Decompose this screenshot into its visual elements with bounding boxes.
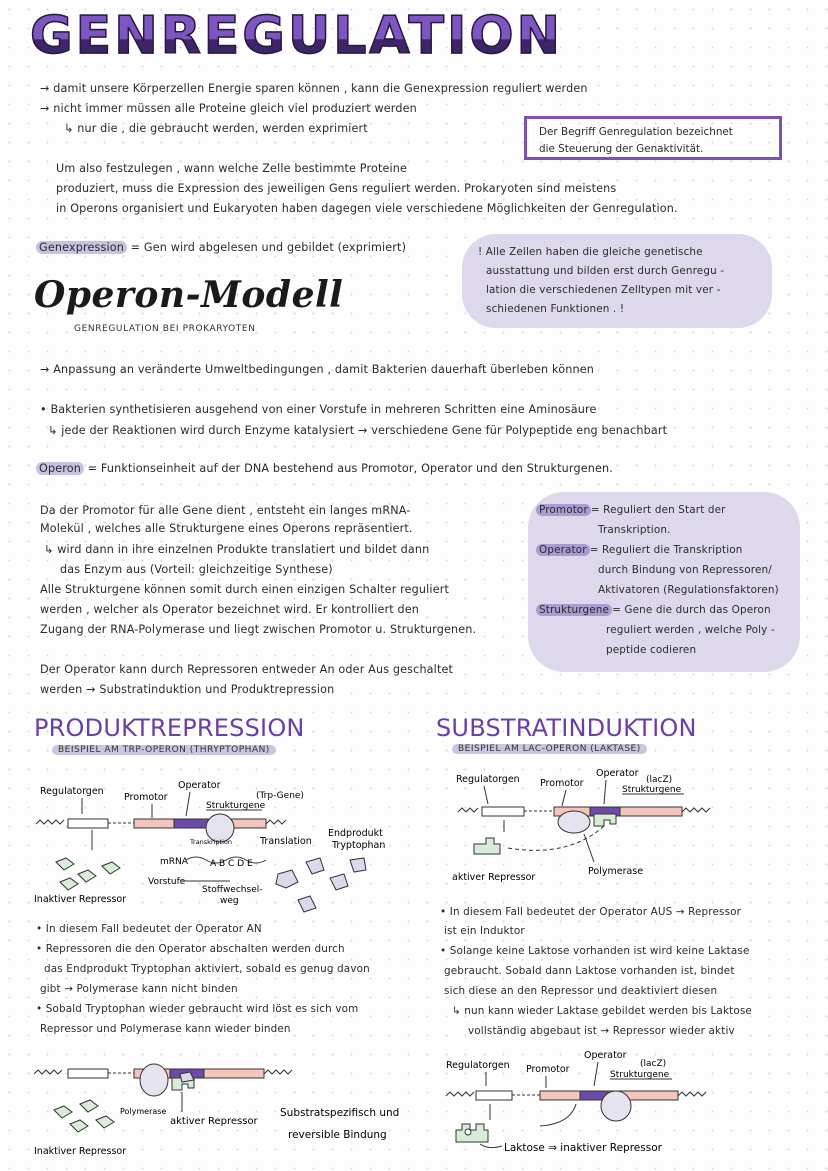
- mrna-curve-4: [540, 1104, 576, 1126]
- operon-paragraph-4: das Enzym aus (Vorteil: gleichzeitige Synthese): [60, 563, 333, 576]
- label-lacz: (lacZ): [646, 775, 673, 785]
- glossary-promotor: [536, 503, 726, 517]
- operon-title: Operon-Modell: [34, 274, 344, 316]
- label-polymerase-2: Polymerase: [120, 1107, 167, 1116]
- label-operator-4: Operator: [584, 1050, 627, 1061]
- promotor-box: [134, 819, 174, 828]
- repressor-shape-8: [96, 1116, 114, 1128]
- label-translation: Translation: [260, 836, 312, 847]
- dashed-binding-arrow: [508, 826, 604, 850]
- substratinduktion-subtitle: BEISPIEL AM LAC-OPERON (LAKTASE): [452, 744, 647, 754]
- note-line-1: ! Alle Zellen haben die gleiche genetische: [478, 246, 703, 258]
- dna-right-end-3: [682, 808, 710, 812]
- trp-repressed-diagram: [30, 1052, 420, 1162]
- label-operator: Operator: [178, 780, 221, 791]
- regulatorgen-box-3: [482, 807, 524, 816]
- operator-box: [174, 819, 210, 828]
- operon-paragraph-7: Zugang der RNA-Polymerase und liegt zwischen Promotor u. Strukturgenen.: [40, 623, 477, 636]
- operator-desc-1: = Reguliert die Transkription: [589, 544, 743, 556]
- operon-paragraph-5: Alle Strukturgene können somit durch einen einzigen Schalter reguliert: [40, 583, 450, 596]
- operon-paragraph-9: werden → Substratinduktion und Produktrepression: [40, 683, 335, 696]
- tryptophan-molecule-1: [276, 870, 298, 888]
- operon-text: = Funktionseinheit auf der DNA bestehend aus Promotor, Operator und den Strukturgenen.: [87, 462, 613, 475]
- substrat-bullet-2: ist ein Induktor: [444, 925, 525, 937]
- promotor-desc-1: = Reguliert den Start der: [590, 504, 726, 516]
- genexpression-definition: [36, 241, 406, 255]
- label-tryptophan: Tryptophan: [332, 840, 386, 851]
- produkt-bullet-5: • Sobald Tryptophan wieder gebraucht wird löst es sich vom: [36, 1003, 359, 1015]
- operon-paragraph-3: ↳ wird dann in ihre einzelnen Produkte translatiert und bildet dann: [44, 543, 430, 556]
- dna-right-end: [266, 820, 286, 824]
- label-strukturgene-3: Strukturgene: [622, 785, 682, 795]
- note-line-3: lation die verschiedenen Zelltypen mit ver -: [486, 284, 721, 296]
- operon-line-2: • Bakterien synthetisieren ausgehend von einer Vorstufe in mehreren Schritten eine Aminosäure: [40, 403, 597, 416]
- strukturgene-desc-3: peptide codieren: [606, 644, 697, 656]
- arrow-regulatorgen-3: [484, 786, 488, 804]
- strukturgene-box-2: [204, 1069, 264, 1078]
- label-operator-3: Operator: [596, 768, 639, 779]
- repressor-shape-7: [70, 1120, 88, 1132]
- operator-term: Operator: [536, 544, 590, 556]
- promotor-desc-2: Transkription.: [598, 524, 671, 536]
- substrat-bullet-1: • In diesem Fall bedeutet der Operator AUS → Repressor: [440, 906, 742, 918]
- regulatorgen-box-2: [68, 1069, 108, 1078]
- label-promotor-3: Promotor: [540, 778, 584, 789]
- operon-line-3: ↳ jede der Reaktionen wird durch Enzyme katalysiert → verschiedene Gene für Polypeptide eng benachbart: [48, 424, 668, 437]
- inactive-repressor-shape-4: [456, 1124, 488, 1142]
- page-title: GENREGULATION: [30, 6, 564, 66]
- produkt-bullet-6: Repressor und Polymerase kann wieder binden: [40, 1023, 291, 1035]
- operon-subtitle: GENREGULATION BEI PROKARYOTEN: [74, 324, 256, 334]
- tryptophan-molecule-4: [298, 896, 316, 912]
- note-line-2: ausstattung und bilden erst durch Genregu -: [486, 265, 725, 277]
- tryptophan-molecule-3: [330, 874, 348, 890]
- produktrepression-subtitle: BEISPIEL AM TRP-OPERON (THRYPTOPHAN): [52, 745, 276, 755]
- strukturgene-box-3: [620, 807, 682, 816]
- dna-left-end-3: [458, 808, 478, 812]
- tryptophan-molecule-2: [306, 858, 324, 874]
- promotor-term: Promotor: [536, 504, 591, 516]
- substrat-bullet-6: ↳ nun kann wieder Laktase gebildet werden bis Laktose: [452, 1005, 752, 1017]
- glossary-strukturgene: [536, 603, 771, 617]
- label-trp-gene: (Trp-Gene): [256, 791, 304, 801]
- intro-line-3: ↳ nur die , die gebraucht werden, werden exprimiert: [64, 122, 368, 135]
- produkt-bullet-2: • Repressoren die den Operator abschalten werden durch: [36, 943, 345, 955]
- label-endprodukt: Endprodukt: [328, 828, 383, 839]
- operator-desc-3: Aktivatoren (Regulationsfaktoren): [598, 584, 779, 596]
- label-transkription: Transkription: [190, 838, 232, 846]
- dna-left-end-4: [446, 1092, 474, 1096]
- label-vorstufe: Vorstufe: [148, 877, 186, 887]
- operon-term: Operon: [36, 462, 84, 475]
- intro-paragraph-3: in Operons organisiert und Eukaryoten haben dagegen viele verschiedene Möglichkeiten der Genregulation.: [56, 202, 678, 215]
- operator-desc-2: durch Bindung von Repressoren/: [598, 564, 772, 576]
- operon-definition: [36, 462, 613, 476]
- polymerase-shape-4: [601, 1091, 631, 1121]
- produktrepression-title: PRODUKTREPRESSION: [34, 714, 305, 742]
- genexpression-text: = Gen wird abgelesen und gebildet (exprimiert): [130, 241, 407, 254]
- dna-right-end-2: [264, 1070, 292, 1074]
- intro-line-2: → nicht immer müssen alle Proteine gleich viel produziert werden: [40, 102, 417, 115]
- definition-line-1: Der Begriff Genregulation bezeichnet: [539, 126, 733, 138]
- note-line-4: schiedenen Funktionen . !: [486, 303, 625, 315]
- dna-left-end-2: [34, 1070, 62, 1074]
- lac-operon-diagram: [444, 764, 814, 894]
- definition-line-2: die Steuerung der Genaktivität.: [539, 143, 704, 155]
- label-inaktiver-repressor: Inaktiver Repressor: [34, 894, 127, 905]
- promotor-box-4: [540, 1091, 580, 1100]
- tryptophan-molecule-5: [350, 858, 366, 872]
- bound-repressor-3: [594, 814, 616, 826]
- repressor-shape-3: [102, 862, 120, 874]
- dna-left-end: [36, 820, 64, 824]
- repressor-shape-6: [80, 1100, 98, 1112]
- strukturgene-desc-2: reguliert werden , welche Poly -: [606, 624, 775, 636]
- operon-paragraph-6: werden , welcher als Operator bezeichnet wird. Er kontrolliert den: [40, 603, 420, 616]
- arrow-operator-4: [594, 1062, 598, 1086]
- substrat-bullet-4: gebraucht. Sobald dann Laktose vorhanden ist, bindet: [444, 965, 735, 977]
- label-mrna: mRNA: [160, 857, 188, 867]
- intro-paragraph-2: produziert, muss die Expression des jeweiligen Gens reguliert werden. Prokaryoten sind meistens: [56, 182, 617, 195]
- label-lacz-4: (lacZ): [640, 1059, 667, 1069]
- label-polymerase-3: Polymerase: [588, 866, 644, 877]
- label-strukturgene-4: Strukturgene: [610, 1070, 670, 1080]
- label-abcde: A B C D E: [210, 859, 253, 869]
- polymerase-shape-2: [140, 1064, 168, 1096]
- arrow-operator: [186, 792, 190, 816]
- produkt-bullet-3: das Endprodukt Tryptophan aktiviert, sobald es genug davon: [44, 963, 370, 975]
- label-regulatorgen: Regulatorgen: [40, 786, 104, 797]
- intro-line-1: → damit unsere Körperzellen Energie sparen können , kann die Genexpression reguliert werden: [40, 82, 588, 95]
- intro-paragraph-1: Um also festzulegen , wann welche Zelle bestimmte Proteine: [56, 162, 408, 175]
- label-aktiver-repressor: aktiver Repressor: [170, 1116, 258, 1127]
- produkt-bullet-4: gibt → Polymerase kann nicht binden: [40, 983, 238, 995]
- trp-operon-diagram: [30, 770, 420, 920]
- strukturgene-term: Strukturgene: [536, 604, 612, 616]
- substratinduktion-title: SUBSTRATINDUKTION: [436, 714, 697, 742]
- strukturgene-desc-1: = Gene die durch das Operon: [612, 604, 771, 616]
- substrat-bullet-3: • Solange keine Laktose vorhanden ist wird keine Laktase: [440, 945, 750, 957]
- dna-right-end-4: [678, 1092, 706, 1096]
- label-inaktiver-repressor-2: Inaktiver Repressor: [34, 1146, 127, 1157]
- label-spezifisch-1: Substratspezifisch und: [280, 1107, 400, 1119]
- operon-paragraph-1: Da der Promotor für alle Gene dient , entsteht ein langes mRNA-: [40, 504, 411, 517]
- glossary-operator: [536, 543, 743, 557]
- operon-line-1: → Anpassung an veränderte Umweltbedingungen , damit Bakterien dauerhaft überleben können: [40, 363, 594, 376]
- label-regulatorgen-3: Regulatorgen: [456, 774, 520, 785]
- regulatorgen-box: [68, 819, 108, 828]
- label-regulatorgen-4: Regulatorgen: [446, 1060, 510, 1071]
- repressor-shape-4: [60, 878, 78, 890]
- polymerase-shape-3: [558, 811, 590, 833]
- label-stoffwechsel-1: Stoffwechsel-: [202, 885, 263, 895]
- repressor-shape-5: [54, 1106, 72, 1118]
- repressor-shape-1: [56, 858, 74, 870]
- repressor-shape-2: [78, 870, 96, 882]
- substrat-bullet-7: vollständig abgebaut ist → Repressor wieder aktiv: [468, 1025, 735, 1037]
- produkt-bullet-1: • In diesem Fall bedeutet der Operator AN: [36, 923, 262, 935]
- label-spezifisch-2: reversible Bindung: [288, 1129, 387, 1141]
- definition-box: [524, 116, 782, 160]
- regulatorgen-box-4: [476, 1091, 512, 1100]
- label-laktose: Laktose ⇒ inaktiver Repressor: [504, 1142, 662, 1154]
- label-strukturgene: Strukturgene: [206, 801, 266, 811]
- genexpression-term: Genexpression: [36, 241, 127, 254]
- label-promotor: Promotor: [124, 792, 168, 803]
- laktose-bound-1: [465, 1129, 471, 1135]
- label-aktiver-repressor-3: aktiver Repressor: [452, 872, 536, 883]
- lac-induced-diagram: [444, 1044, 814, 1164]
- active-repressor-shape-3: [474, 838, 500, 854]
- arrow-laktose: [480, 1144, 502, 1148]
- arrow-operator-3: [604, 780, 606, 804]
- label-promotor-4: Promotor: [526, 1064, 570, 1075]
- arrow-polymerase-3: [584, 834, 594, 862]
- label-stoffwechsel-2: weg: [220, 896, 239, 906]
- operon-paragraph-2: Molekül , welches alle Strukturgene eines Operons repräsentiert.: [40, 522, 413, 535]
- arrow-promotor-3: [562, 790, 566, 806]
- operon-paragraph-8: Der Operator kann durch Repressoren entweder An oder Aus geschaltet: [40, 663, 454, 676]
- substrat-bullet-5: sich diese an den Repressor und deaktiviert diesen: [444, 985, 718, 997]
